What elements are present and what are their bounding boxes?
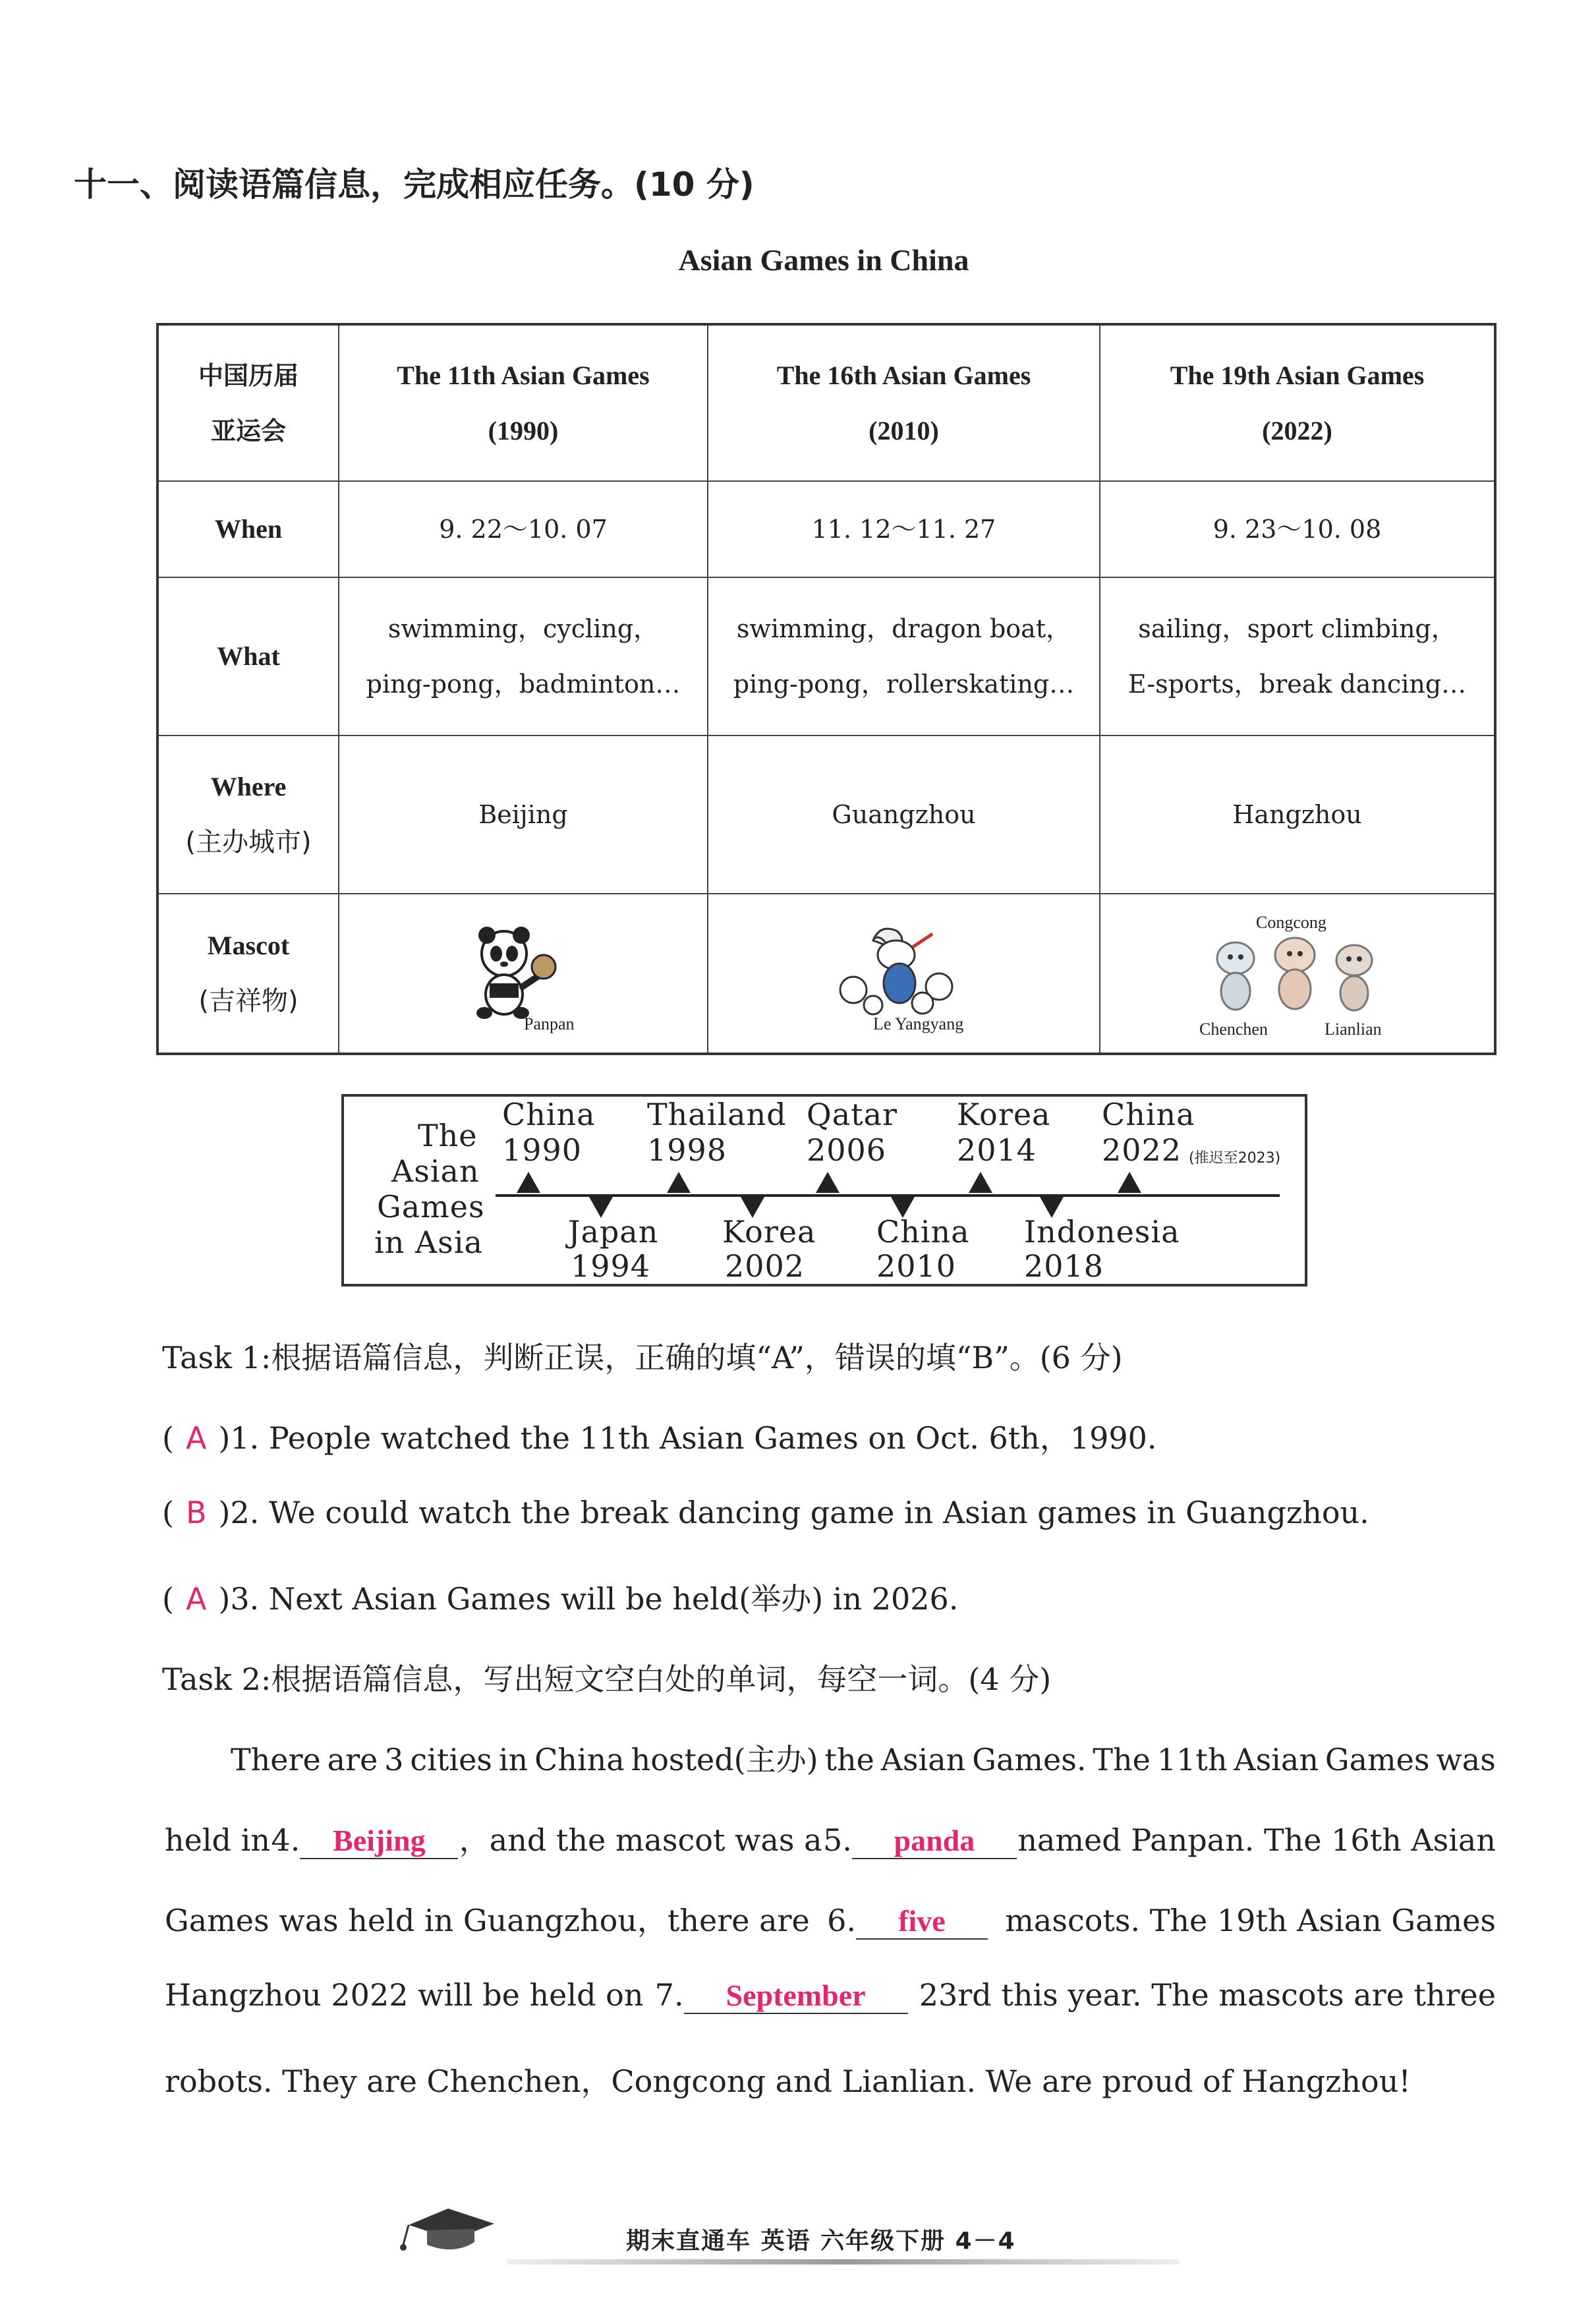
mascot-name-congcong: Congcong <box>1256 913 1326 932</box>
header-11th: The 11th Asian Games (1990) <box>339 324 708 481</box>
task1-heading: Task 1:根据语篇信息，判断正误，正确的填“A”，错误的填“B”。(6 分) <box>162 1340 1123 1375</box>
task1-question-2: ( B )2. We could watch the break dancing game in Asian games in Guangzhou. <box>162 1495 1369 1530</box>
passage-word: cities <box>410 1742 492 1777</box>
blank-7: 7. September <box>655 1977 908 2014</box>
timeline-below-3-country: China <box>876 1214 970 1250</box>
mascot-cell-2022 <box>1100 894 1495 1054</box>
mascot-cell-2010 <box>708 894 1100 1054</box>
passage-word: in <box>498 1742 528 1777</box>
passage-word: hosted(主办) <box>631 1742 818 1777</box>
passage-word: The <box>1093 1742 1151 1777</box>
section-heading: 十一、阅读语篇信息，完成相应任务。(10 分) <box>74 165 755 204</box>
row-head-when: When <box>157 481 339 577</box>
table-title: Asian Games in China <box>678 243 969 277</box>
where-1990: Beijing <box>339 736 708 894</box>
task1-question-1: ( A )1. People watched the 11th Asian Games on Oct. 6th，1990. <box>162 1420 1157 1456</box>
passage-word: the <box>824 1742 874 1777</box>
when-1990: 9. 22～10. 07 <box>339 481 708 577</box>
asian-games-table <box>156 323 1496 1055</box>
asian-games-timeline <box>341 1094 1307 1286</box>
robot-mascots-image <box>1206 935 1384 1014</box>
header-19th: The 19th Asian Games (2022) <box>1100 324 1495 481</box>
task1-question-3: ( A )3. Next Asian Games will be held(举办) in 2026. <box>162 1581 959 1617</box>
timeline-above-1-year: 1990 <box>502 1132 583 1168</box>
answer-1: A <box>185 1420 207 1456</box>
timeline-label-1: The <box>418 1118 478 1153</box>
passage-word: Games. <box>972 1742 1087 1777</box>
timeline-axis <box>496 1194 1280 1197</box>
table-corner: 中国历届 亚运会 <box>157 324 339 481</box>
mascot-name-le-yangyang: Le Yangyang <box>873 1014 964 1033</box>
timeline-above-2-year: 1998 <box>647 1132 727 1168</box>
timeline-above-3-year: 2006 <box>807 1132 887 1168</box>
timeline-marker-up <box>667 1172 691 1193</box>
what-2022: sailing，sport climbing， E-sports，break dancing… <box>1100 577 1495 736</box>
where-2010: Guangzhou <box>708 736 1100 894</box>
timeline-postponed-note: (推迟至2023) <box>1189 1150 1281 1167</box>
passage-line-2: held in 4. Beijing ，and the mascot was a 5. panda named Panpan. The 16th Asian <box>165 1822 1496 1858</box>
passage-word: are <box>327 1742 378 1777</box>
page-footer: 期末直通车 英语 六年级下册 4－4 <box>626 2228 1016 2255</box>
timeline-below-1-country: Japan <box>568 1214 659 1250</box>
answer-2: B <box>185 1495 207 1530</box>
what-1990: swimming，cycling， ping-pong，badminton… <box>339 577 708 736</box>
passage-line-5: robots. They are Chenchen，Congcong and Lianlian. We are proud of Hangzhou! <box>165 2064 1411 2099</box>
footer-rule <box>507 2259 1180 2265</box>
passage-word: China <box>534 1742 625 1777</box>
passage-word: was <box>1436 1742 1496 1777</box>
timeline-marker-up <box>969 1172 992 1193</box>
mascot-name-panpan: Panpan <box>524 1014 575 1033</box>
timeline-label-2: Asian <box>391 1153 480 1189</box>
timeline-marker-up <box>816 1172 840 1193</box>
row-head-where: Where (主办城市) <box>157 736 339 894</box>
timeline-marker-up <box>517 1172 540 1193</box>
timeline-below-4-country: Indonesia <box>1024 1214 1180 1250</box>
passage-line-4: Hangzhou 2022 will be held on 7. September 23rd this year. The mascots are three <box>165 1977 1496 2013</box>
goat-mascot-image <box>834 921 965 1020</box>
answer-3: A <box>185 1581 207 1617</box>
header-16th: The 16th Asian Games (2010) <box>708 324 1100 481</box>
when-2010: 11. 12～11. 27 <box>708 481 1100 577</box>
blank-5: 5. panda <box>823 1822 1017 1859</box>
passage-line-1 <box>231 1736 1496 1779</box>
where-2022: Hangzhou <box>1100 736 1495 894</box>
passage-word: Games <box>1325 1742 1430 1777</box>
timeline-above-5-year: 2022 <box>1102 1132 1182 1168</box>
timeline-label-3: Games <box>377 1189 485 1225</box>
panda-mascot-image <box>465 921 557 1026</box>
passage-word: Asian <box>880 1742 966 1777</box>
timeline-above-3-country: Qatar <box>807 1097 898 1132</box>
timeline-above-2-country: Thailand <box>647 1097 787 1132</box>
timeline-above-4-year: 2014 <box>957 1132 1037 1168</box>
when-2022: 9. 23～10. 08 <box>1100 481 1495 577</box>
graduation-cap-icon <box>395 2199 501 2258</box>
mascot-cell-1990 <box>339 894 708 1054</box>
passage-line-3: Games was held in Guangzhou，there are 6. five mascots. The 19th Asian Games <box>165 1903 1496 1938</box>
timeline-below-2-country: Korea <box>722 1214 816 1250</box>
row-head-mascot: Mascot (吉祥物) <box>157 894 339 1054</box>
timeline-above-4-country: Korea <box>957 1097 1051 1132</box>
passage-word: Asian <box>1234 1742 1319 1777</box>
blank-4: 4. Beijing <box>271 1822 458 1859</box>
timeline-below-3-year: 2010 <box>876 1248 957 1284</box>
task2-heading: Task 2:根据语篇信息，写出短文空白处的单词，每空一词。(4 分) <box>162 1661 1052 1697</box>
timeline-above-1-country: China <box>502 1097 596 1132</box>
timeline-marker-up <box>1118 1172 1141 1193</box>
timeline-above-5-country: China <box>1102 1097 1195 1132</box>
passage-word: 11th <box>1156 1742 1228 1777</box>
timeline-below-4-year: 2018 <box>1024 1248 1104 1284</box>
mascot-name-chenchen: Chenchen <box>1199 1020 1268 1039</box>
timeline-label-4: in Asia <box>374 1225 483 1260</box>
blank-6: 6. five <box>827 1903 988 1940</box>
passage-word: There <box>231 1742 321 1777</box>
mascot-name-lianlian: Lianlian <box>1325 1020 1382 1039</box>
timeline-below-1-year: 1994 <box>571 1248 651 1284</box>
timeline-below-2-year: 2002 <box>725 1248 805 1284</box>
passage-word: 3 <box>384 1742 404 1777</box>
what-2010: swimming，dragon boat， ping-pong，rollerskating… <box>708 577 1100 736</box>
row-head-what: What <box>157 577 339 736</box>
